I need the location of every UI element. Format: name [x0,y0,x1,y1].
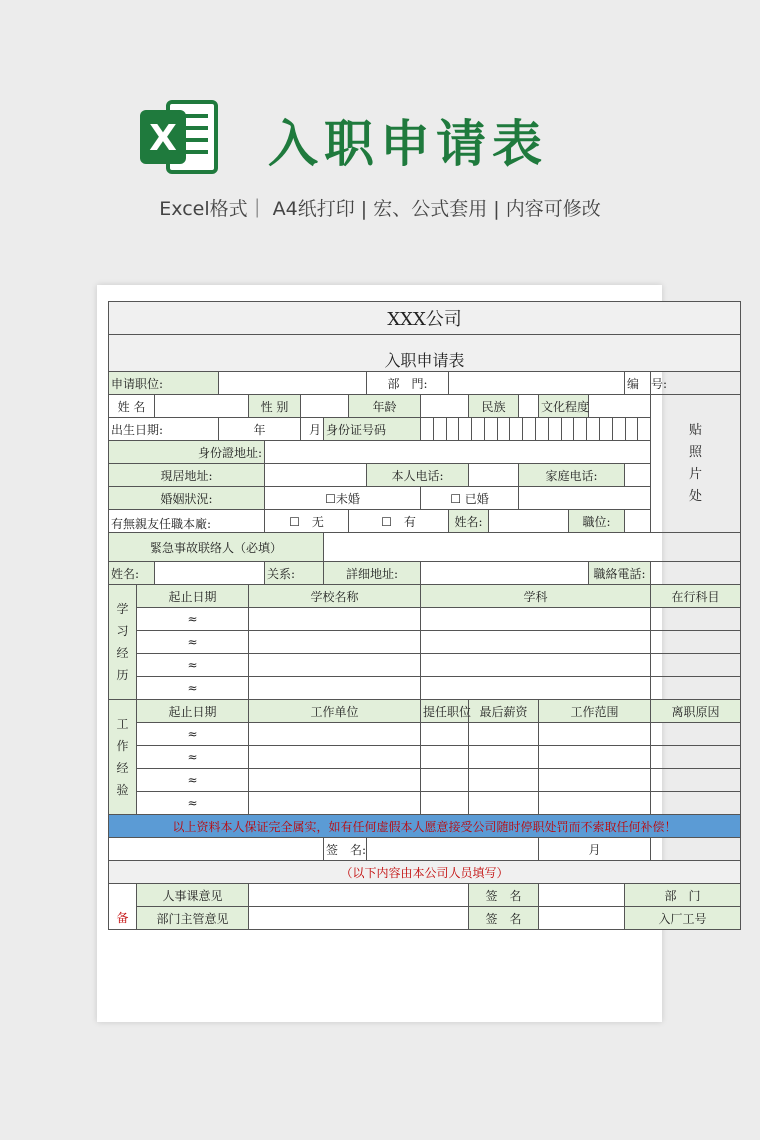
logo-letter: X [149,118,177,159]
work-position-cell[interactable] [421,792,469,815]
ethnic-label: 民族 [469,395,519,418]
edu-subject-cell[interactable] [421,677,651,700]
emergency-phone-label: 職絡電話: [589,562,651,585]
manager-sign-label: 签 名 [469,907,539,930]
work-header-scope: 工作范围 [539,700,651,723]
employee-id-label: 入厂工号 [625,907,741,930]
work-company-cell[interactable] [249,792,421,815]
table-row [109,631,741,654]
education-field[interactable] [589,395,651,418]
edu-course-cell[interactable] [651,631,741,654]
name-label: 姓 名 [109,395,155,418]
work-scope-cell[interactable] [539,746,651,769]
work-salary-cell[interactable] [469,769,539,792]
hr-sign-label: 签 名 [469,884,539,907]
form-paper [97,285,720,1022]
dept-field[interactable] [449,372,625,395]
manager-opinion-label: 部门主管意见 [137,907,249,930]
edu-header-school: 学校名称 [249,585,421,608]
edu-date-cell[interactable]: ≈ [137,631,249,654]
marital-label: 婚姻狀況: [109,487,265,510]
table-row [109,746,741,769]
table-row [109,769,741,792]
age-field[interactable] [421,395,469,418]
work-salary-cell[interactable] [469,723,539,746]
work-position-cell[interactable] [421,769,469,792]
edu-course-cell[interactable] [651,677,741,700]
id-number-label: 身份证号码 [324,418,421,441]
emergency-relation-label: 关系: [265,562,324,585]
id-number-field[interactable] [421,418,651,441]
edu-header-course: 在行科目 [651,585,741,608]
work-salary-cell[interactable] [469,746,539,769]
birth-year[interactable]: 年 [219,418,301,441]
relative-yes-checkbox[interactable]: ☐ 有 [349,510,449,533]
page-title: 入职申请表 [268,115,548,173]
manager-opinion-field[interactable] [249,907,469,930]
edu-school-cell[interactable] [249,677,421,700]
emergency-address-field[interactable] [421,562,589,585]
work-header-date: 起止日期 [137,700,249,723]
sign-month[interactable]: 月 [539,838,651,861]
form-title: 入职申请表 [109,335,741,372]
hr-opinion-label: 人事课意见 [137,884,249,907]
work-position-cell[interactable] [421,723,469,746]
edu-subject-cell[interactable] [421,631,651,654]
work-date-cell[interactable]: ≈ [137,792,249,815]
work-header-position: 提任职位 [421,700,469,723]
page-subtitle: Excel格式｜ A4纸打印 | 宏、公式套用 | 内容可修改 [159,198,601,220]
id-address-field[interactable] [265,441,651,464]
work-scope-cell[interactable] [539,723,651,746]
edu-subject-cell[interactable] [421,608,651,631]
work-date-cell[interactable]: ≈ [137,769,249,792]
age-label: 年龄 [349,395,421,418]
table-row [109,792,741,815]
work-reason-cell[interactable] [651,792,741,815]
work-company-cell[interactable] [249,746,421,769]
hr-opinion-field[interactable] [249,884,469,907]
edu-header-subject: 学科 [421,585,651,608]
work-date-cell[interactable]: ≈ [137,723,249,746]
edu-school-cell[interactable] [249,631,421,654]
marital-extra-field[interactable] [519,487,651,510]
work-salary-cell[interactable] [469,792,539,815]
dept-label: 部 門: [367,372,449,395]
work-scope-cell[interactable] [539,769,651,792]
edu-header-date: 起止日期 [137,585,249,608]
sign-label: 签 名: [324,838,367,861]
gender-field[interactable] [301,395,349,418]
position-label: 申请职位: [109,372,219,395]
current-address-label: 現居地址: [109,464,265,487]
edu-subject-cell[interactable] [421,654,651,677]
remark-side-label: 备 [109,884,137,930]
relative-name-field[interactable] [489,510,569,533]
work-company-cell[interactable] [249,769,421,792]
work-side-label: 工作经验 [109,700,137,815]
gender-label: 性 别 [249,395,301,418]
work-reason-cell[interactable] [651,723,741,746]
birth-month[interactable]: 月 [301,418,324,441]
position-field[interactable] [219,372,367,395]
education-label: 文化程度 [539,395,589,418]
work-header-salary: 最后薪资 [469,700,539,723]
edu-date-cell[interactable]: ≈ [137,677,249,700]
education-side-label: 学习经历 [109,585,137,700]
hr-sign-field[interactable] [539,884,625,907]
emergency-name-label: 姓名: [109,562,155,585]
work-reason-cell[interactable] [651,746,741,769]
home-phone-label: 家庭电话: [519,464,625,487]
relative-post-field[interactable] [625,510,741,533]
emergency-name-field[interactable] [155,562,265,585]
excel-logo-icon [138,96,220,178]
number-label: 编 号: [625,372,651,395]
table-row [109,608,741,631]
table-row [109,654,741,677]
mobile-label: 本人电话: [367,464,469,487]
edu-course-cell[interactable] [651,654,741,677]
manager-sign-field[interactable] [539,907,625,930]
edu-school-cell[interactable] [249,608,421,631]
sign-date-field[interactable] [651,838,741,861]
edu-date-cell[interactable]: ≈ [137,654,249,677]
id-address-label: 身份證地址: [109,441,265,464]
table-row [109,723,741,746]
edu-school-cell[interactable] [249,654,421,677]
ethnic-field[interactable] [519,395,539,418]
emergency-label: 緊急事故联络人（必填） [109,533,324,562]
photo-label: 贴照片处 [689,422,703,504]
application-form [108,301,741,930]
table-row [109,677,741,700]
relative-label: 有無親友任職本廠: [109,510,265,533]
work-scope-cell[interactable] [539,792,651,815]
relative-post-label: 職位: [569,510,625,533]
hr-dept-label: 部 门 [625,884,741,907]
married-checkbox[interactable]: ☐ 已婚 [421,487,519,510]
work-date-cell[interactable]: ≈ [137,746,249,769]
declaration-notice: 以上资料本人保证完全属实，如有任何虚假本人愿意接受公司随时停职处罚而不索取任何补偿！ [109,815,741,838]
page-header [0,0,760,280]
name-field[interactable] [155,395,249,418]
current-address-field[interactable] [265,464,367,487]
emergency-field[interactable] [324,533,741,562]
work-company-cell[interactable] [249,723,421,746]
edu-date-cell[interactable]: ≈ [137,608,249,631]
relative-none-checkbox[interactable]: ☐ 无 [265,510,349,533]
edu-course-cell[interactable] [651,608,741,631]
work-reason-cell[interactable] [651,769,741,792]
work-position-cell[interactable] [421,746,469,769]
emergency-phone-field[interactable] [651,562,741,585]
company-name: XXX公司 [109,302,741,335]
unmarried-checkbox[interactable]: ☐未婚 [265,487,421,510]
work-header-company: 工作单位 [249,700,421,723]
sign-field[interactable] [367,838,539,861]
sign-blank [109,838,324,861]
work-header-reason: 离职原因 [651,700,741,723]
home-phone-field[interactable] [625,464,651,487]
birth-label: 出生日期: [109,418,219,441]
internal-use-note: （以下内容由本公司人员填写） [109,861,741,884]
emergency-address-label: 詳细地址: [324,562,421,585]
relative-name-label: 姓名: [449,510,489,533]
mobile-field[interactable] [469,464,519,487]
